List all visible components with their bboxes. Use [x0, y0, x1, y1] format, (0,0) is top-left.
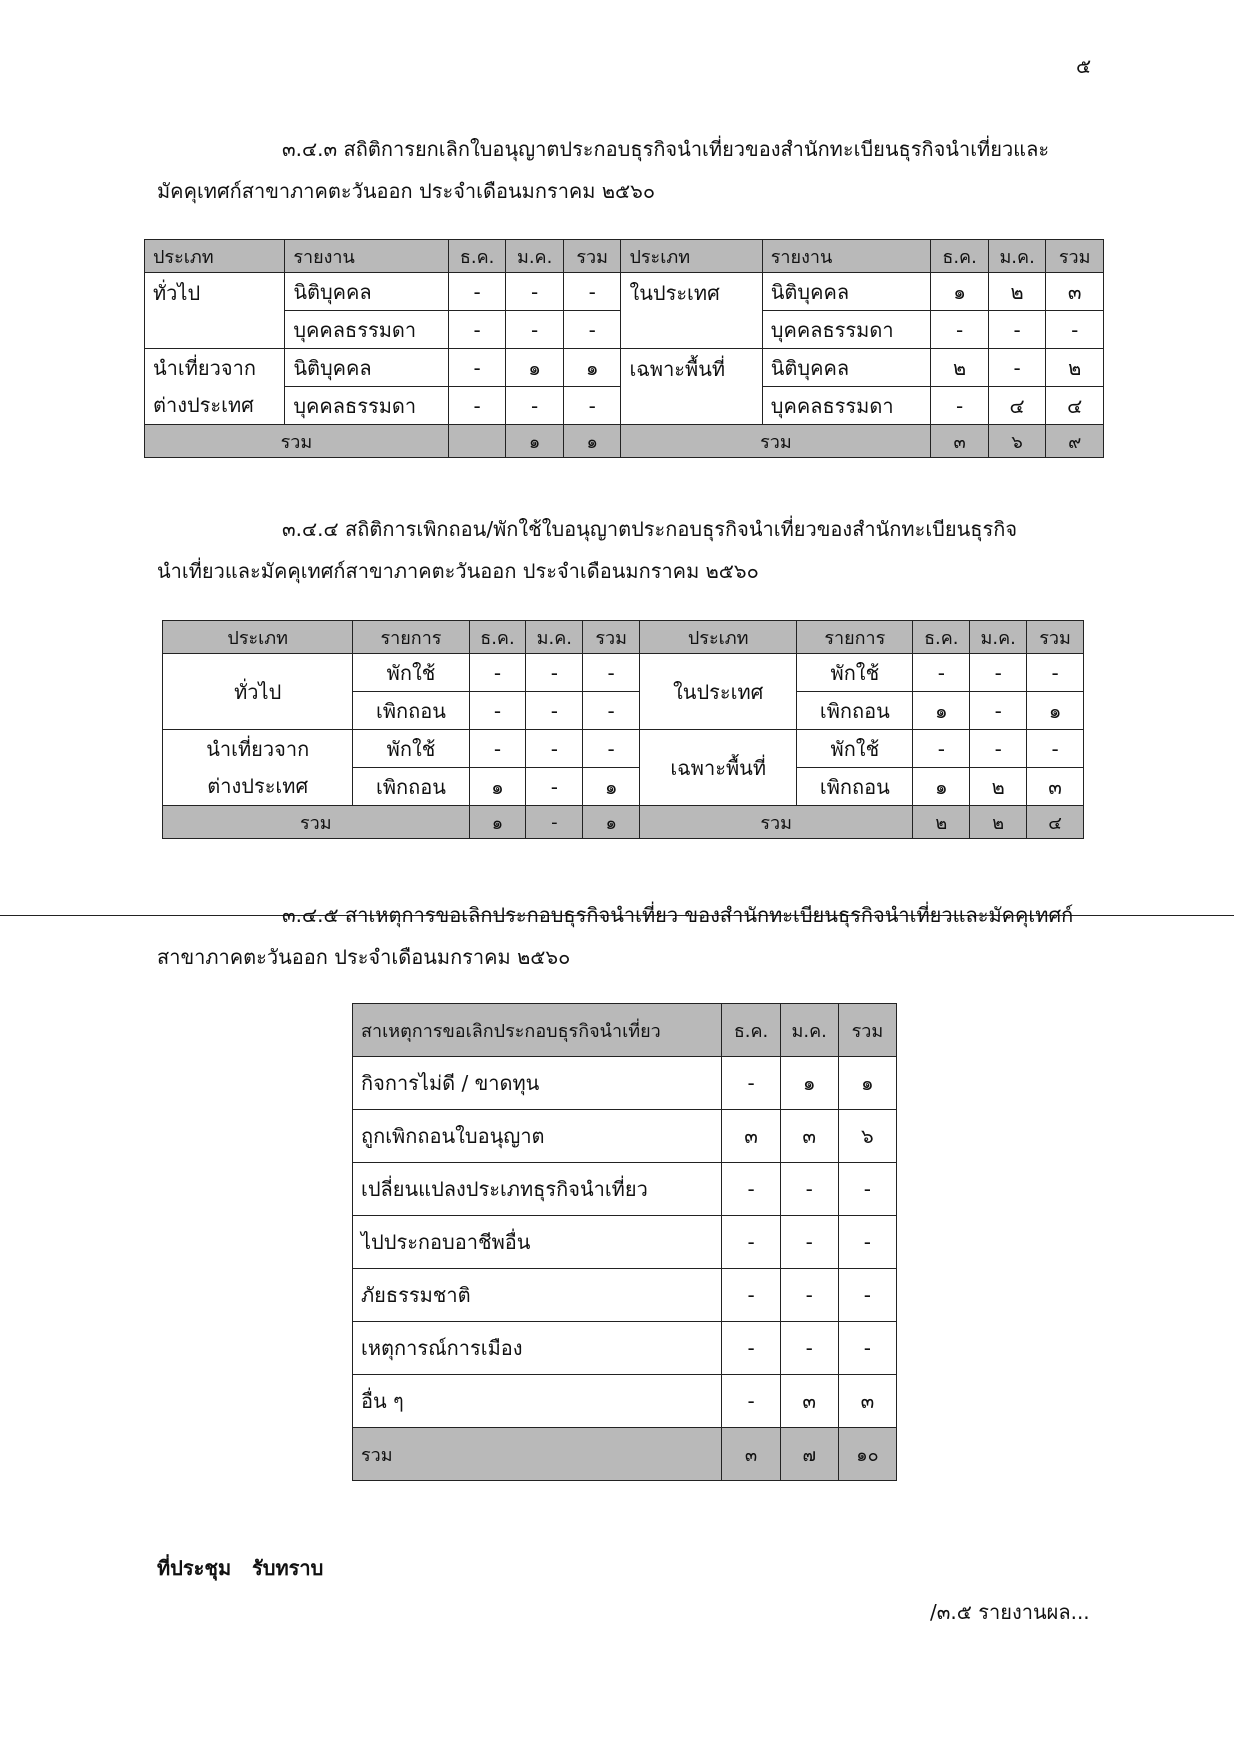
header-total: รวม — [838, 1004, 896, 1057]
section-heading-1 — [157, 128, 1097, 212]
total-cell: - — [583, 692, 640, 730]
dec-cell: - — [469, 654, 526, 692]
jan-cell: - — [506, 311, 564, 349]
item-cell: เพิกถอน — [797, 768, 913, 806]
total-jan: - — [526, 806, 583, 839]
table-total-row — [163, 806, 1084, 839]
total-cell: - — [838, 1216, 896, 1269]
total-cell: ๓ — [1046, 273, 1104, 311]
dec-cell: - — [913, 654, 970, 692]
header-dec: ธ.ค. — [469, 621, 526, 654]
total-cell: - — [583, 730, 640, 768]
total-cell: ๑ — [838, 1057, 896, 1110]
item-cell: นิติบุคคล — [285, 273, 449, 311]
jan-cell: - — [526, 768, 583, 806]
dec-cell: ๑ — [469, 768, 526, 806]
type-cell: เฉพาะพื้นที่ — [640, 730, 797, 806]
type-cell: ต่างประเทศ — [145, 387, 285, 425]
dec-cell: ๒ — [931, 349, 989, 387]
total-dec: ๓ — [931, 425, 989, 458]
closure-causes-table — [352, 1003, 897, 1481]
item-cell: พักใช้ — [353, 730, 469, 768]
section-heading-3 — [157, 894, 1097, 978]
dec-cell: ๓ — [722, 1110, 780, 1163]
total-label: รวม — [353, 1428, 722, 1481]
page-number: ๕ — [1076, 54, 1092, 78]
item-cell: บุคคลธรรมดา — [762, 387, 931, 425]
jan-cell: - — [970, 654, 1027, 692]
jan-cell: - — [988, 349, 1046, 387]
type-cell: ต่างประเทศ — [163, 768, 353, 806]
item-cell: นิติบุคคล — [762, 349, 931, 387]
table-row — [353, 1375, 897, 1428]
total-cell: - — [563, 387, 621, 425]
header-type: ประเภท — [621, 240, 762, 273]
section-heading-2-line2: นำเที่ยวและมัคคุเทศก์สาขาภาคตะวันออก ประจำเดือนมกราคม ๒๕๖๐ — [157, 559, 759, 583]
type-cell: ในประเทศ — [640, 654, 797, 730]
total-cell: - — [838, 1269, 896, 1322]
item-cell: บุคคลธรรมดา — [762, 311, 931, 349]
item-cell: พักใช้ — [797, 730, 913, 768]
jan-cell: - — [526, 692, 583, 730]
total-sum: ๔ — [1027, 806, 1084, 839]
table-row — [353, 1163, 897, 1216]
header-item: รายการ — [797, 621, 913, 654]
header-total: รวม — [1027, 621, 1084, 654]
header-jan: ม.ค. — [506, 240, 564, 273]
dec-cell: - — [913, 730, 970, 768]
header-type: ประเภท — [640, 621, 797, 654]
type-cell: นำเที่ยวจาก — [163, 730, 353, 768]
dec-cell: - — [448, 349, 506, 387]
section-heading-1-line2: มัคคุเทศก์สาขาภาคตะวันออก ประจำเดือนมกราคม ๒๕๖๐ — [157, 179, 656, 203]
table-row — [353, 1269, 897, 1322]
total-sum: ๑๐ — [838, 1428, 896, 1481]
header-jan: ม.ค. — [988, 240, 1046, 273]
section-heading-1-line1: ๓.๔.๓ สถิติการยกเลิกใบอนุญาตประกอบธุรกิจนำเที่ยวของสำนักทะเบียนธุรกิจนำเที่ยวและ — [282, 137, 1050, 161]
revocation-suspension-table — [162, 620, 1084, 839]
total-label: รวม — [621, 425, 931, 458]
table-row — [353, 1322, 897, 1375]
section-heading-2 — [157, 508, 1097, 592]
total-label: รวม — [640, 806, 913, 839]
table-total-row — [353, 1428, 897, 1481]
table-row — [163, 768, 1084, 806]
dec-cell: - — [469, 730, 526, 768]
total-dec: ๓ — [722, 1428, 780, 1481]
total-cell: ๓ — [838, 1375, 896, 1428]
total-sum: ๙ — [1046, 425, 1104, 458]
dec-cell: - — [722, 1322, 780, 1375]
dec-cell: - — [931, 311, 989, 349]
dec-cell: - — [722, 1163, 780, 1216]
type-cell: เฉพาะพื้นที่ — [621, 349, 762, 425]
table-row — [353, 1057, 897, 1110]
header-total: รวม — [1046, 240, 1104, 273]
total-label: รวม — [145, 425, 449, 458]
jan-cell: - — [506, 387, 564, 425]
header-dec: ธ.ค. — [448, 240, 506, 273]
type-cell: นำเที่ยวจาก — [145, 349, 285, 387]
total-cell: - — [563, 311, 621, 349]
total-cell: - — [838, 1163, 896, 1216]
jan-cell: - — [526, 730, 583, 768]
total-cell: ๑ — [563, 349, 621, 387]
total-cell: ๓ — [1027, 768, 1084, 806]
header-jan: ม.ค. — [780, 1004, 838, 1057]
total-cell: - — [1027, 730, 1084, 768]
next-page-note: /๓.๕ รายงานผล... — [930, 1600, 1090, 1624]
header-cause: สาเหตุการขอเลิกประกอบธุรกิจนำเที่ยว — [353, 1004, 722, 1057]
table-row — [353, 1110, 897, 1163]
dec-cell: - — [722, 1057, 780, 1110]
header-total: รวม — [563, 240, 621, 273]
total-cell: - — [1046, 311, 1104, 349]
cause-cell: กิจการไม่ดี / ขาดทุน — [353, 1057, 722, 1110]
type-cell: ทั่วไป — [145, 273, 285, 349]
jan-cell: - — [970, 730, 1027, 768]
table-row — [163, 730, 1084, 768]
total-dec: ๒ — [913, 806, 970, 839]
header-type: ประเภท — [145, 240, 285, 273]
total-cell: ๒ — [1046, 349, 1104, 387]
jan-cell: ๒ — [970, 768, 1027, 806]
jan-cell: - — [780, 1216, 838, 1269]
jan-cell: ๒ — [988, 273, 1046, 311]
table-header-row — [163, 621, 1084, 654]
dec-cell: ๑ — [913, 768, 970, 806]
dec-cell: - — [448, 273, 506, 311]
item-cell: บุคคลธรรมดา — [285, 387, 449, 425]
jan-cell: - — [780, 1322, 838, 1375]
header-dec: ธ.ค. — [931, 240, 989, 273]
header-total: รวม — [583, 621, 640, 654]
cause-cell: ภัยธรรมชาติ — [353, 1269, 722, 1322]
section-heading-2-line1: ๓.๔.๔ สถิติการเพิกถอน/พักใช้ใบอนุญาตประกอบธุรกิจนำเที่ยวของสำนักทะเบียนธุรกิจ — [282, 517, 1018, 541]
type-cell: ในประเทศ — [621, 273, 762, 349]
dec-cell: - — [448, 311, 506, 349]
dec-cell: - — [722, 1216, 780, 1269]
jan-cell: - — [780, 1269, 838, 1322]
cancellation-stats-table — [144, 239, 1104, 458]
cause-cell: ถูกเพิกถอนใบอนุญาต — [353, 1110, 722, 1163]
total-cell: - — [583, 654, 640, 692]
cause-cell: อื่น ๆ — [353, 1375, 722, 1428]
total-label: รวม — [163, 806, 470, 839]
cause-cell: เหตุการณ์การเมือง — [353, 1322, 722, 1375]
item-cell: พักใช้ — [353, 654, 469, 692]
total-dec — [448, 425, 506, 458]
section-heading-3-line1: ๓.๔.๕ สาเหตุการขอเลิกประกอบธุรกิจนำเที่ยว ของสำนักทะเบียนธุรกิจนำเที่ยวและมัคคุเทศก์ — [282, 903, 1074, 927]
total-cell: ๔ — [1046, 387, 1104, 425]
item-cell: เพิกถอน — [353, 692, 469, 730]
dec-cell: - — [722, 1269, 780, 1322]
cause-cell: ไปประกอบอาชีพอื่น — [353, 1216, 722, 1269]
header-jan: ม.ค. — [970, 621, 1027, 654]
meeting-resolution: ที่ประชุม รับทราบ — [157, 1556, 324, 1580]
cause-cell: เปลี่ยนแปลงประเภทธุรกิจนำเที่ยว — [353, 1163, 722, 1216]
jan-cell: - — [526, 654, 583, 692]
item-cell: เพิกถอน — [797, 692, 913, 730]
item-cell: นิติบุคคล — [285, 349, 449, 387]
total-cell: ๑ — [1027, 692, 1084, 730]
item-cell: พักใช้ — [797, 654, 913, 692]
total-dec: ๑ — [469, 806, 526, 839]
total-sum: ๑ — [563, 425, 621, 458]
total-jan: ๗ — [780, 1428, 838, 1481]
jan-cell: - — [780, 1163, 838, 1216]
dec-cell: ๑ — [931, 273, 989, 311]
jan-cell: ๔ — [988, 387, 1046, 425]
item-cell: นิติบุคคล — [762, 273, 931, 311]
table-row — [145, 273, 1104, 311]
jan-cell: ๑ — [780, 1057, 838, 1110]
total-cell: ๑ — [583, 768, 640, 806]
total-sum: ๑ — [583, 806, 640, 839]
section-heading-3-line2: สาขาภาคตะวันออก ประจำเดือนมกราคม ๒๕๖๐ — [157, 945, 571, 969]
dec-cell: - — [448, 387, 506, 425]
jan-cell: - — [506, 273, 564, 311]
table-header-row — [145, 240, 1104, 273]
dec-cell: - — [722, 1375, 780, 1428]
total-jan: ๑ — [506, 425, 564, 458]
jan-cell: ๓ — [780, 1375, 838, 1428]
total-cell: ๖ — [838, 1110, 896, 1163]
dec-cell: - — [469, 692, 526, 730]
table-row — [145, 349, 1104, 387]
header-item: รายงาน — [285, 240, 449, 273]
item-cell: บุคคลธรรมดา — [285, 311, 449, 349]
dec-cell: ๑ — [913, 692, 970, 730]
table-row — [353, 1216, 897, 1269]
total-cell: - — [1027, 654, 1084, 692]
header-jan: ม.ค. — [526, 621, 583, 654]
table-row — [163, 654, 1084, 692]
total-jan: ๒ — [970, 806, 1027, 839]
jan-cell: - — [970, 692, 1027, 730]
type-cell: ทั่วไป — [163, 654, 353, 730]
item-cell: เพิกถอน — [353, 768, 469, 806]
total-cell: - — [563, 273, 621, 311]
header-item: รายงาน — [762, 240, 931, 273]
table-total-row — [145, 425, 1104, 458]
total-cell: - — [838, 1322, 896, 1375]
header-item: รายการ — [353, 621, 469, 654]
header-dec: ธ.ค. — [722, 1004, 780, 1057]
total-jan: ๖ — [988, 425, 1046, 458]
header-type: ประเภท — [163, 621, 353, 654]
table-header-row — [353, 1004, 897, 1057]
header-dec: ธ.ค. — [913, 621, 970, 654]
jan-cell: ๑ — [506, 349, 564, 387]
jan-cell: ๓ — [780, 1110, 838, 1163]
dec-cell: - — [931, 387, 989, 425]
jan-cell: - — [988, 311, 1046, 349]
